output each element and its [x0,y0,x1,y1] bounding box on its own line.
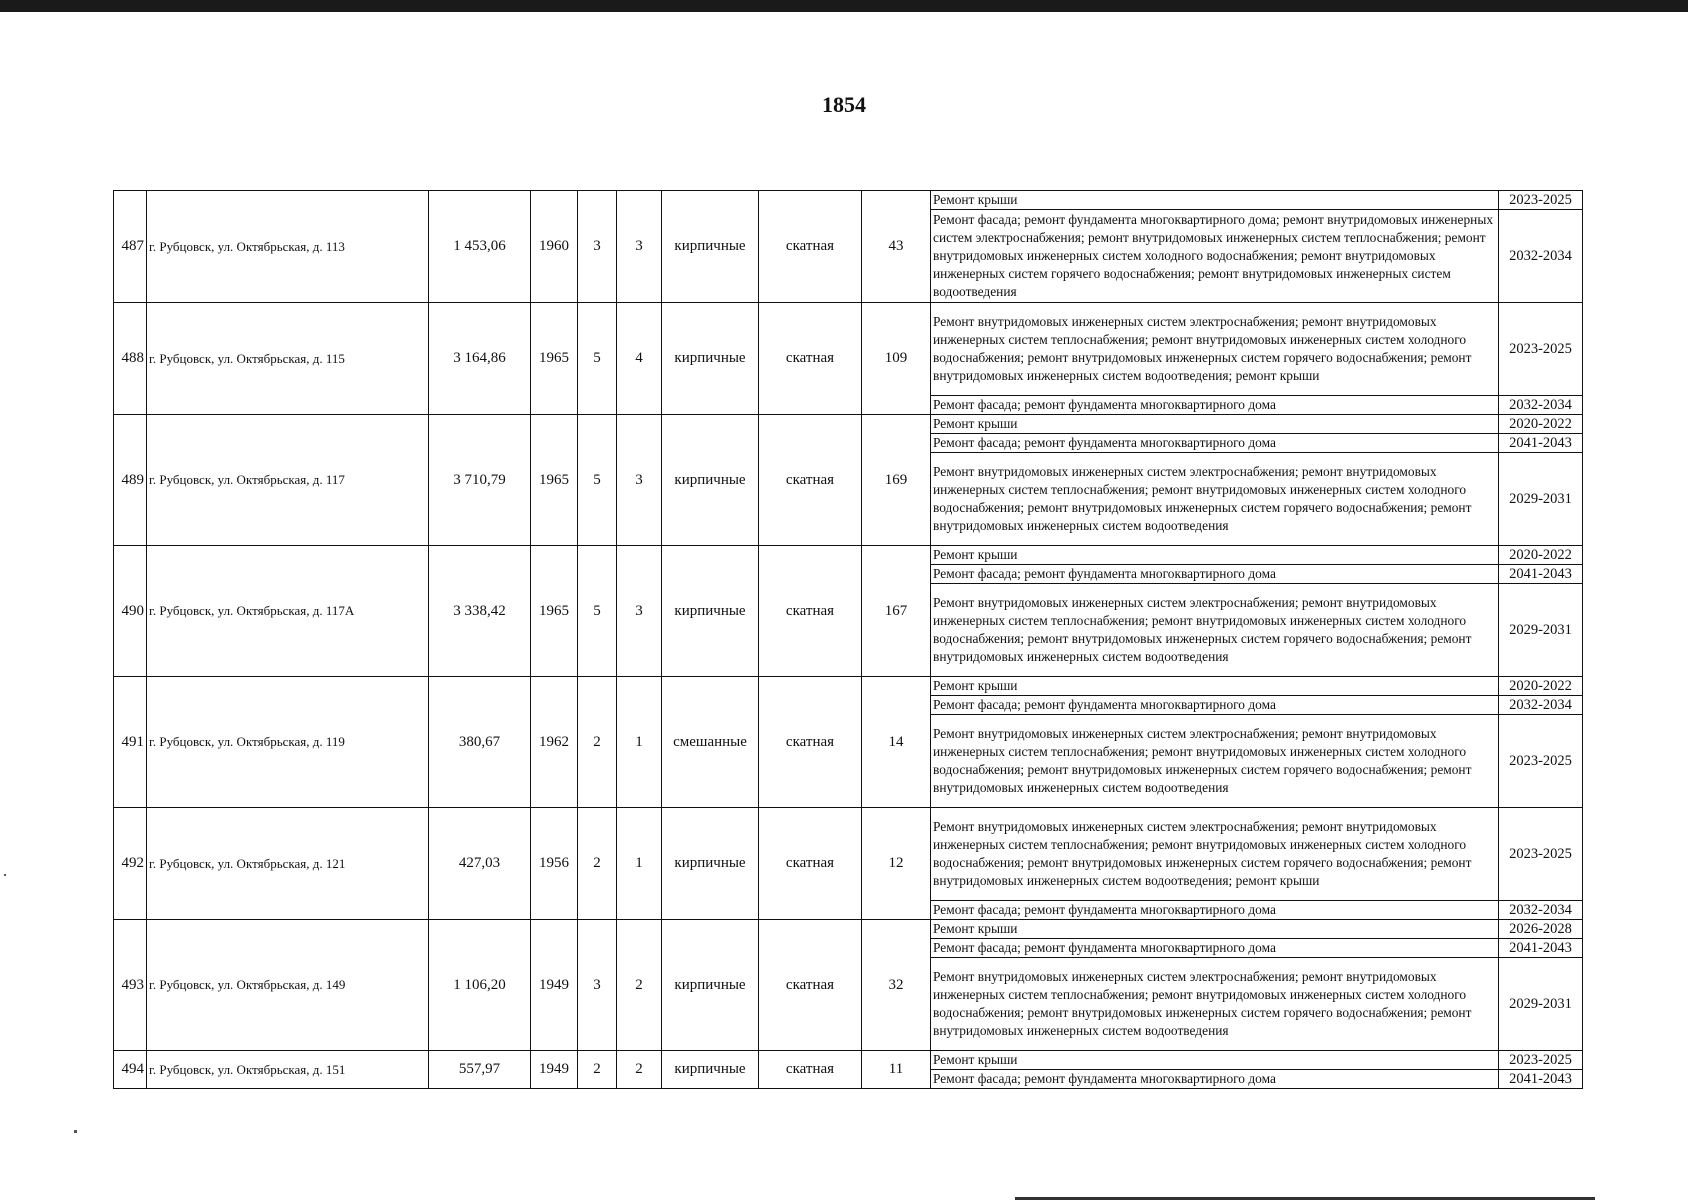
scan-speck [74,1130,77,1133]
table-row [114,808,1583,901]
work-type-cell: Ремонт крыши [931,191,1499,210]
entrances-cell: 1 [617,808,662,920]
work-type-cell: Ремонт фасада; ремонт фундамента многоквартирного дома [931,565,1499,584]
apartments-cell: 14 [862,677,931,808]
floors-cell: 2 [578,677,617,808]
entrances-cell: 3 [617,546,662,677]
housing-register-table [113,190,1583,1089]
area-cell: 427,03 [429,808,531,920]
roof-type-cell: скатная [759,415,862,546]
floors-cell: 3 [578,920,617,1051]
row-number: 487 [114,191,147,303]
apartments-cell: 109 [862,303,931,415]
table-row [114,546,1583,565]
work-type-cell: Ремонт фасада; ремонт фундамента многоквартирного дома; ремонт внутридомовых инженерных систем электроснабжения; ремонт внутридомовых инженерных систем теплоснабжения; ремонт внутридомовых инженерных систем холодного водоснабжения; ремонт внутридомовых инженерных систем горячего водоснабжения; ремонт внутридомовых инженерных систем водоотведения [931,210,1499,303]
area-cell: 380,67 [429,677,531,808]
entrances-cell: 2 [617,1051,662,1089]
row-number: 493 [114,920,147,1051]
period-cell: 2023-2025 [1499,1051,1583,1070]
roof-type-cell: скатная [759,546,862,677]
scan-speck [4,874,6,876]
scan-top-border [0,0,1688,12]
apartments-cell: 169 [862,415,931,546]
entrances-cell: 3 [617,415,662,546]
table-row [114,920,1583,939]
work-type-cell: Ремонт фасада; ремонт фундамента многоквартирного дома [931,1070,1499,1089]
table-row [114,191,1583,210]
work-type-cell: Ремонт фасада; ремонт фундамента многоквартирного дома [931,696,1499,715]
work-type-cell: Ремонт крыши [931,415,1499,434]
row-number: 488 [114,303,147,415]
area-cell: 1 453,06 [429,191,531,303]
year-cell: 1965 [531,546,578,677]
wall-material-cell: кирпичные [662,1051,759,1089]
wall-material-cell: кирпичные [662,546,759,677]
roof-type-cell: скатная [759,303,862,415]
entrances-cell: 1 [617,677,662,808]
year-cell: 1965 [531,415,578,546]
entrances-cell: 2 [617,920,662,1051]
area-cell: 1 106,20 [429,920,531,1051]
register-body [114,191,1583,1089]
year-cell: 1949 [531,920,578,1051]
address-cell: г. Рубцовск, ул. Октябрьская, д. 113 [147,191,429,303]
table-row [114,1051,1583,1070]
work-type-cell: Ремонт крыши [931,920,1499,939]
roof-type-cell: скатная [759,191,862,303]
table-row [114,677,1583,696]
floors-cell: 5 [578,303,617,415]
work-type-cell: Ремонт фасада; ремонт фундамента многоквартирного дома [931,939,1499,958]
apartments-cell: 32 [862,920,931,1051]
wall-material-cell: кирпичные [662,415,759,546]
period-cell: 2029-2031 [1499,958,1583,1051]
roof-type-cell: скатная [759,808,862,920]
period-cell: 2026-2028 [1499,920,1583,939]
work-type-cell: Ремонт внутридомовых инженерных систем электроснабжения; ремонт внутридомовых инженерных систем теплоснабжения; ремонт внутридомовых инженерных систем холодного водоснабжения; ремонт внутридомовых инженерных систем горячего водоснабжения; ремонт внутридомовых инженерных систем водоотведения [931,584,1499,677]
work-type-cell: Ремонт внутридомовых инженерных систем электроснабжения; ремонт внутридомовых инженерных систем теплоснабжения; ремонт внутридомовых инженерных систем холодного водоснабжения; ремонт внутридомовых инженерных систем горячего водоснабжения; ремонт внутридомовых инженерных систем водоотведения; ремонт крыши [931,808,1499,901]
roof-type-cell: скатная [759,1051,862,1089]
period-cell: 2032-2034 [1499,901,1583,920]
row-number: 490 [114,546,147,677]
floors-cell: 5 [578,415,617,546]
wall-material-cell: кирпичные [662,808,759,920]
address-cell: г. Рубцовск, ул. Октябрьская, д. 117 [147,415,429,546]
table-row [114,415,1583,434]
roof-type-cell: скатная [759,677,862,808]
wall-material-cell: кирпичные [662,191,759,303]
floors-cell: 2 [578,808,617,920]
work-type-cell: Ремонт внутридомовых инженерных систем электроснабжения; ремонт внутридомовых инженерных систем теплоснабжения; ремонт внутридомовых инженерных систем холодного водоснабжения; ремонт внутридомовых инженерных систем горячего водоснабжения; ремонт внутридомовых инженерных систем водоотведения [931,958,1499,1051]
address-cell: г. Рубцовск, ул. Октябрьская, д. 115 [147,303,429,415]
period-cell: 2032-2034 [1499,210,1583,303]
period-cell: 2032-2034 [1499,696,1583,715]
work-type-cell: Ремонт внутридомовых инженерных систем электроснабжения; ремонт внутридомовых инженерных систем теплоснабжения; ремонт внутридомовых инженерных систем холодного водоснабжения; ремонт внутридомовых инженерных систем горячего водоснабжения; ремонт внутридомовых инженерных систем водоотведения [931,715,1499,808]
period-cell: 2029-2031 [1499,584,1583,677]
area-cell: 557,97 [429,1051,531,1089]
row-number: 492 [114,808,147,920]
address-cell: г. Рубцовск, ул. Октябрьская, д. 119 [147,677,429,808]
page-number: 1854 [822,92,866,117]
period-cell: 2023-2025 [1499,715,1583,808]
work-type-cell: Ремонт внутридомовых инженерных систем электроснабжения; ремонт внутридомовых инженерных систем теплоснабжения; ремонт внутридомовых инженерных систем холодного водоснабжения; ремонт внутридомовых инженерных систем горячего водоснабжения; ремонт внутридомовых инженерных систем водоотведения; ремонт крыши [931,303,1499,396]
apartments-cell: 167 [862,546,931,677]
work-type-cell: Ремонт крыши [931,546,1499,565]
area-cell: 3 164,86 [429,303,531,415]
entrances-cell: 3 [617,191,662,303]
period-cell: 2041-2043 [1499,434,1583,453]
floors-cell: 3 [578,191,617,303]
year-cell: 1962 [531,677,578,808]
row-number: 491 [114,677,147,808]
apartments-cell: 11 [862,1051,931,1089]
year-cell: 1965 [531,303,578,415]
work-type-cell: Ремонт внутридомовых инженерных систем электроснабжения; ремонт внутридомовых инженерных систем теплоснабжения; ремонт внутридомовых инженерных систем холодного водоснабжения; ремонт внутридомовых инженерных систем горячего водоснабжения; ремонт внутридомовых инженерных систем водоотведения [931,453,1499,546]
period-cell: 2023-2025 [1499,808,1583,901]
entrances-cell: 4 [617,303,662,415]
period-cell: 2023-2025 [1499,303,1583,396]
year-cell: 1949 [531,1051,578,1089]
period-cell: 2041-2043 [1499,565,1583,584]
period-cell: 2041-2043 [1499,939,1583,958]
work-type-cell: Ремонт крыши [931,677,1499,696]
work-type-cell: Ремонт фасада; ремонт фундамента многоквартирного дома [931,434,1499,453]
year-cell: 1956 [531,808,578,920]
floors-cell: 5 [578,546,617,677]
address-cell: г. Рубцовск, ул. Октябрьская, д. 151 [147,1051,429,1089]
address-cell: г. Рубцовск, ул. Октябрьская, д. 117А [147,546,429,677]
work-type-cell: Ремонт фасада; ремонт фундамента многоквартирного дома [931,901,1499,920]
work-type-cell: Ремонт фасада; ремонт фундамента многоквартирного дома [931,396,1499,415]
area-cell: 3 338,42 [429,546,531,677]
table-row [114,303,1583,396]
period-cell: 2020-2022 [1499,546,1583,565]
work-type-cell: Ремонт крыши [931,1051,1499,1070]
row-number: 489 [114,415,147,546]
period-cell: 2020-2022 [1499,677,1583,696]
period-cell: 2041-2043 [1499,1070,1583,1089]
wall-material-cell: смешанные [662,677,759,808]
address-cell: г. Рубцовск, ул. Октябрьская, д. 121 [147,808,429,920]
apartments-cell: 12 [862,808,931,920]
period-cell: 2023-2025 [1499,191,1583,210]
wall-material-cell: кирпичные [662,920,759,1051]
address-cell: г. Рубцовск, ул. Октябрьская, д. 149 [147,920,429,1051]
area-cell: 3 710,79 [429,415,531,546]
apartments-cell: 43 [862,191,931,303]
row-number: 494 [114,1051,147,1089]
floors-cell: 2 [578,1051,617,1089]
roof-type-cell: скатная [759,920,862,1051]
period-cell: 2029-2031 [1499,453,1583,546]
period-cell: 2032-2034 [1499,396,1583,415]
period-cell: 2020-2022 [1499,415,1583,434]
year-cell: 1960 [531,191,578,303]
wall-material-cell: кирпичные [662,303,759,415]
